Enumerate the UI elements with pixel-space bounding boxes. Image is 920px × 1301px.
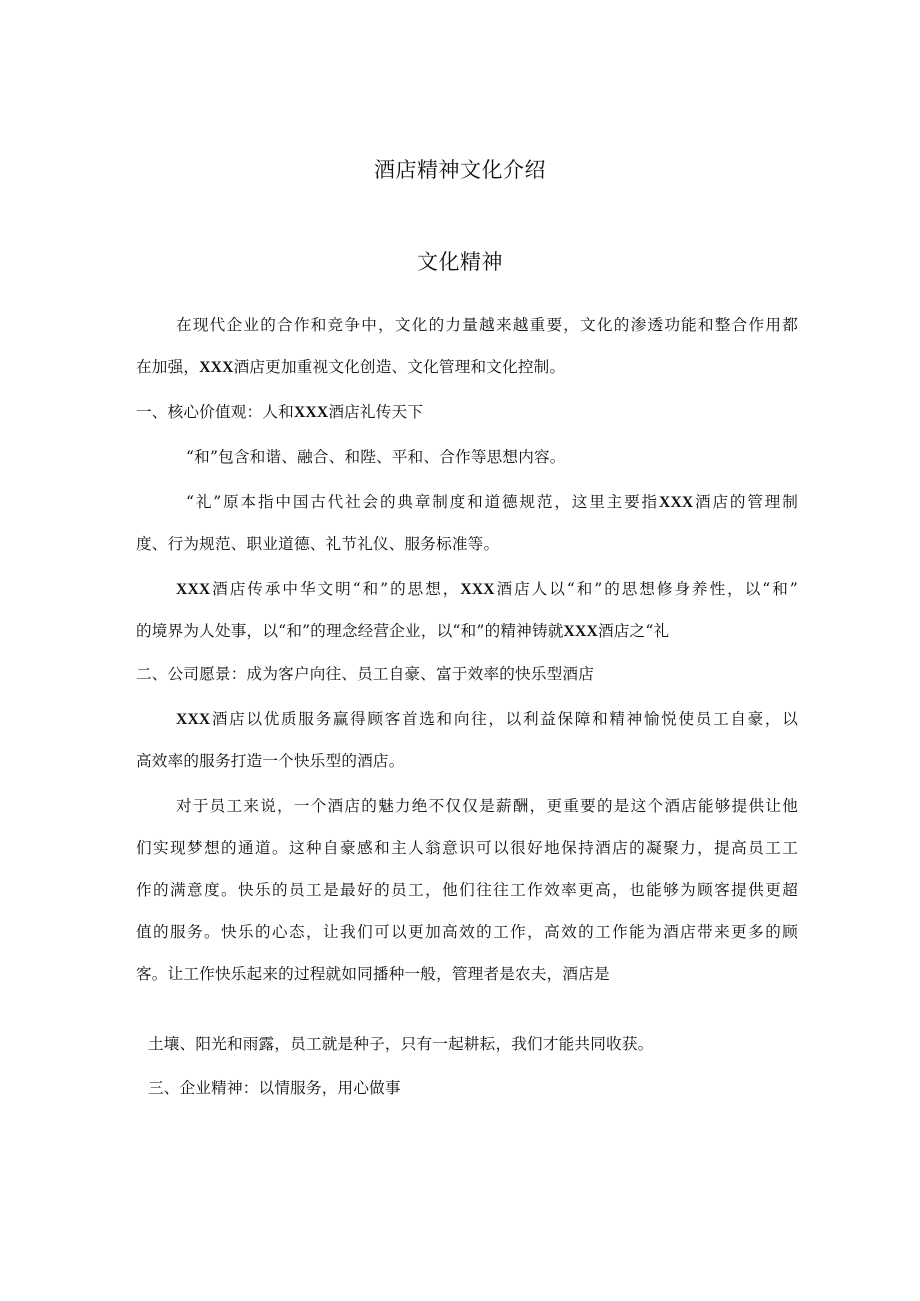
inherit-line-1: XXX酒店传承中华文明“和”的思想，XXX酒店人以“和”的思想修身养性，以“和” — [176, 580, 798, 598]
li-definition-line-2: 度、行为规范、职业道德、礼节礼仪、服务标准等。 — [136, 535, 500, 553]
page-title: 酒店精神文化介绍 — [374, 158, 546, 182]
vision-p2-line-3: 作的满意度。快乐的员工是最好的员工，他们往往工作效率更高，也能够为顾客提供更超 — [136, 881, 798, 899]
core-values-heading: 一、核心价值观：人和XXX酒店礼传天下 — [136, 403, 424, 421]
inherit-line-2: 的境界为人处事，以“和”的理念经营企业，以“和”的精神铸就XXX酒店之“礼 — [136, 622, 670, 640]
vision-p2-line-2: 们实现梦想的通道。这种自豪感和主人翁意识可以很好地保持酒店的凝聚力，提高员工工 — [136, 839, 798, 857]
he-definition-line: “和”包含和谐、融合、和陛、平和、合作等思想内容。 — [186, 448, 566, 466]
vision-p1-line-1: XXX酒店以优质服务赢得顾客首选和向往，以利益保障和精神愉悦使员工自豪，以 — [176, 710, 798, 728]
section-title: 文化精神 — [417, 250, 503, 274]
spirit-heading: 三、企业精神：以情服务，用心做事 — [148, 1079, 401, 1097]
li-definition-line-1: “礼”原本指中国古代社会的典章制度和道德规范，这里主要指XXX酒店的管理制 — [186, 493, 798, 511]
vision-p2-line-4: 值的服务。快乐的心态，让我们可以更加高效的工作，高效的工作能为酒店带来更多的顾 — [136, 923, 798, 941]
vision-p1-line-2: 高效率的服务打造一个快乐型的酒店。 — [136, 752, 405, 770]
vision-p2-line-5: 客。让工作快乐起来的过程就如同播种一般，管理者是农夫，酒店是 — [136, 965, 610, 983]
intro-line-1: 在现代企业的合作和竞争中，文化的力量越来越重要，文化的渗透功能和整合作用都 — [176, 316, 798, 334]
intro-line-2: 在加强，XXX酒店更加重视文化创造、文化管理和文化控制。 — [136, 358, 566, 376]
vision-p2-line-6: 土壤、阳光和雨露，员工就是种子，只有一起耕耘，我们才能共同收获。 — [148, 1035, 654, 1053]
vision-p2-line-1: 对于员工来说，一个酒店的魅力绝不仅仅是薪酬，更重要的是这个酒店能够提供让他 — [176, 797, 798, 815]
vision-heading: 二、公司愿景：成为客户向往、员工自豪、富于效率的快乐型酒店 — [136, 665, 595, 683]
